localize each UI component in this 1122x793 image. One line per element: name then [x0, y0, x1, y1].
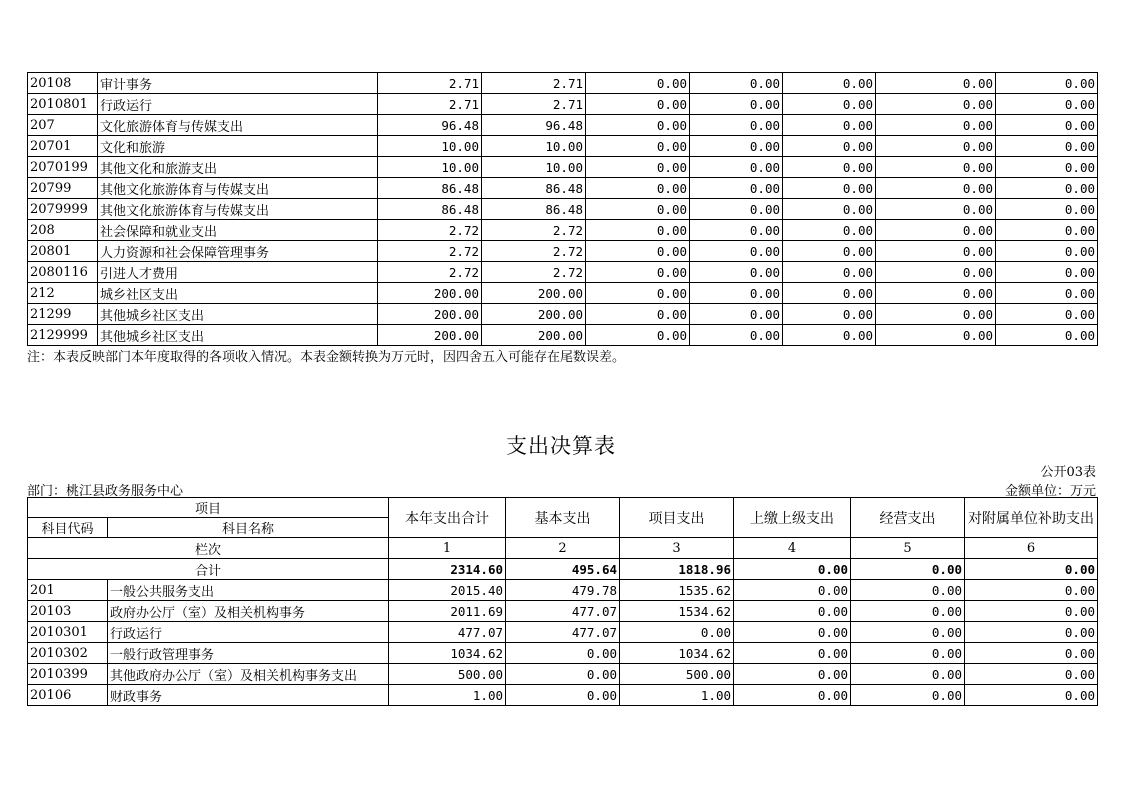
amount-cell: 0.00: [690, 283, 783, 304]
subject-code: 2010399: [28, 664, 108, 685]
table-row: [28, 115, 1098, 136]
amount-cell: 0.00: [690, 262, 783, 283]
amount-cell: 0.00: [996, 115, 1098, 136]
amount-cell: 0.00: [876, 199, 996, 220]
subject-name: 其他文化和旅游支出: [98, 157, 378, 178]
amount-cell: 0.00: [620, 622, 734, 643]
col-num: 6: [965, 538, 1098, 559]
subject-code: 2129999: [28, 325, 98, 346]
amount-cell: 0.00: [783, 262, 876, 283]
income-table: [27, 72, 1098, 346]
form-code: 公开03表: [1040, 465, 1096, 480]
amount-cell: 0.00: [783, 73, 876, 94]
amount-cell: 0.00: [586, 157, 690, 178]
subject-code: 21299: [28, 304, 98, 325]
amount-cell: 0.00: [783, 157, 876, 178]
header-col-1: 本年支出合计: [389, 498, 506, 538]
expenditure-table: [27, 497, 1098, 706]
subject-name: 行政运行: [108, 622, 389, 643]
unit-label: 金额单位：万元: [1004, 484, 1096, 499]
amount-cell: 0.00: [965, 664, 1098, 685]
amount-cell: 0.00: [965, 580, 1098, 601]
subject-name: 社会保障和就业支出: [98, 220, 378, 241]
amount-cell: 0.00: [506, 643, 620, 664]
subject-code: 2010302: [28, 643, 108, 664]
header-row-1: [28, 498, 1098, 518]
amount-cell: 0.00: [996, 157, 1098, 178]
table-row: [28, 178, 1098, 199]
header-col-5: 经营支出: [851, 498, 965, 538]
subject-code: 208: [28, 220, 98, 241]
amount-cell: 0.00: [586, 73, 690, 94]
total-row: [28, 559, 1098, 580]
total-value: 495.64: [506, 559, 620, 580]
amount-cell: 0.00: [851, 643, 965, 664]
amount-cell: 0.00: [783, 94, 876, 115]
table-row: [28, 664, 1098, 685]
table-row: [28, 94, 1098, 115]
amount-cell: 2015.40: [389, 580, 506, 601]
amount-cell: 500.00: [389, 664, 506, 685]
total-label: 合计: [28, 559, 389, 580]
subject-name: 其他文化旅游体育与传媒支出: [98, 199, 378, 220]
amount-cell: 0.00: [783, 241, 876, 262]
subject-name: 审计事务: [98, 73, 378, 94]
col-num: 3: [620, 538, 734, 559]
subject-code: 212: [28, 283, 98, 304]
subject-code: 20106: [28, 685, 108, 706]
amount-cell: 96.48: [378, 115, 482, 136]
header-item: 项目: [28, 498, 389, 518]
amount-cell: 0.00: [996, 94, 1098, 115]
table-row: [28, 283, 1098, 304]
amount-cell: 0.00: [690, 136, 783, 157]
amount-cell: 0.00: [734, 601, 851, 622]
amount-cell: 2011.69: [389, 601, 506, 622]
subject-code: 201: [28, 580, 108, 601]
table-row: [28, 622, 1098, 643]
table-row: [28, 580, 1098, 601]
table-row: [28, 220, 1098, 241]
subject-code: 207: [28, 115, 98, 136]
amount-cell: 0.00: [586, 115, 690, 136]
table-row: [28, 643, 1098, 664]
amount-cell: 0.00: [965, 643, 1098, 664]
header-code: 科目代码: [28, 518, 108, 538]
amount-cell: 0.00: [876, 157, 996, 178]
amount-cell: 0.00: [851, 685, 965, 706]
amount-cell: 0.00: [996, 220, 1098, 241]
amount-cell: 2.71: [482, 73, 586, 94]
amount-cell: 200.00: [482, 325, 586, 346]
amount-cell: 0.00: [996, 241, 1098, 262]
amount-cell: 10.00: [378, 136, 482, 157]
amount-cell: 477.07: [506, 601, 620, 622]
amount-cell: 0.00: [783, 325, 876, 346]
header-col-2: 基本支出: [506, 498, 620, 538]
amount-cell: 0.00: [690, 220, 783, 241]
amount-cell: 200.00: [482, 304, 586, 325]
amount-cell: 2.71: [378, 73, 482, 94]
amount-cell: 10.00: [482, 157, 586, 178]
amount-cell: 0.00: [996, 199, 1098, 220]
amount-cell: 500.00: [620, 664, 734, 685]
amount-cell: 86.48: [482, 199, 586, 220]
amount-cell: 0.00: [586, 94, 690, 115]
amount-cell: 0.00: [851, 580, 965, 601]
amount-cell: 0.00: [783, 220, 876, 241]
total-value: 1818.96: [620, 559, 734, 580]
table-row: [28, 325, 1098, 346]
column-number-row: [28, 538, 1098, 559]
amount-cell: 0.00: [996, 304, 1098, 325]
total-value: 2314.60: [389, 559, 506, 580]
header-col-3: 项目支出: [620, 498, 734, 538]
subject-name: 文化和旅游: [98, 136, 378, 157]
amount-cell: 0.00: [586, 199, 690, 220]
amount-cell: 0.00: [965, 622, 1098, 643]
col-num: 4: [734, 538, 851, 559]
col-num: 1: [389, 538, 506, 559]
amount-cell: 10.00: [482, 136, 586, 157]
expenditure-table-body: [28, 580, 1098, 706]
subject-name: 一般行政管理事务: [108, 643, 389, 664]
total-value: 0.00: [965, 559, 1098, 580]
total-value: 0.00: [851, 559, 965, 580]
subject-name: 人力资源和社会保障管理事务: [98, 241, 378, 262]
table-row: [28, 262, 1098, 283]
amount-cell: 0.00: [876, 115, 996, 136]
subject-code: 20799: [28, 178, 98, 199]
subject-code: 20108: [28, 73, 98, 94]
amount-cell: 0.00: [876, 136, 996, 157]
table-row: [28, 304, 1098, 325]
amount-cell: 0.00: [690, 94, 783, 115]
subject-code: 2010801: [28, 94, 98, 115]
amount-cell: 0.00: [996, 136, 1098, 157]
amount-cell: 2.72: [482, 262, 586, 283]
amount-cell: 0.00: [506, 685, 620, 706]
amount-cell: 0.00: [996, 283, 1098, 304]
amount-cell: 0.00: [876, 178, 996, 199]
subject-code: 2070199: [28, 157, 98, 178]
subject-name: 政府办公厅（室）及相关机构事务: [108, 601, 389, 622]
amount-cell: 0.00: [690, 178, 783, 199]
amount-cell: 2.72: [378, 262, 482, 283]
amount-cell: 0.00: [586, 241, 690, 262]
amount-cell: 1534.62: [620, 601, 734, 622]
table-row: [28, 157, 1098, 178]
amount-cell: 1034.62: [389, 643, 506, 664]
amount-cell: 1034.62: [620, 643, 734, 664]
total-value: 0.00: [734, 559, 851, 580]
table-row: [28, 241, 1098, 262]
amount-cell: 1.00: [620, 685, 734, 706]
amount-cell: 86.48: [378, 199, 482, 220]
amount-cell: 200.00: [378, 304, 482, 325]
amount-cell: 0.00: [876, 73, 996, 94]
amount-cell: 0.00: [690, 199, 783, 220]
amount-cell: 0.00: [690, 73, 783, 94]
page-title: 支出决算表: [506, 434, 616, 458]
amount-cell: 0.00: [690, 157, 783, 178]
table-row: [28, 136, 1098, 157]
amount-cell: 0.00: [586, 325, 690, 346]
subject-name: 其他城乡社区支出: [98, 304, 378, 325]
subject-name: 一般公共服务支出: [108, 580, 389, 601]
amount-cell: 477.07: [389, 622, 506, 643]
subject-name: 文化旅游体育与传媒支出: [98, 115, 378, 136]
subject-code: 2010301: [28, 622, 108, 643]
amount-cell: 0.00: [506, 664, 620, 685]
subject-code: 20701: [28, 136, 98, 157]
amount-cell: 0.00: [690, 325, 783, 346]
amount-cell: 0.00: [851, 664, 965, 685]
table-row: [28, 685, 1098, 706]
subject-code: 2079999: [28, 199, 98, 220]
amount-cell: 0.00: [876, 220, 996, 241]
amount-cell: 0.00: [783, 115, 876, 136]
amount-cell: 96.48: [482, 115, 586, 136]
table-row: [28, 199, 1098, 220]
amount-cell: 0.00: [851, 622, 965, 643]
amount-cell: 0.00: [996, 73, 1098, 94]
department-label: 部门：桃江县政务服务中心: [27, 484, 184, 499]
amount-cell: 0.00: [690, 115, 783, 136]
income-table-body: [28, 73, 1098, 346]
header-name: 科目名称: [108, 518, 389, 538]
col-num: 5: [851, 538, 965, 559]
amount-cell: 2.72: [482, 220, 586, 241]
amount-cell: 0.00: [783, 178, 876, 199]
header-col-6: 对附属单位补助支出: [965, 498, 1098, 538]
lanci-label: 栏次: [28, 538, 389, 559]
amount-cell: 0.00: [876, 304, 996, 325]
amount-cell: 0.00: [851, 601, 965, 622]
amount-cell: 0.00: [734, 643, 851, 664]
amount-cell: 0.00: [876, 94, 996, 115]
amount-cell: 0.00: [734, 580, 851, 601]
col-num: 2: [506, 538, 620, 559]
amount-cell: 0.00: [783, 199, 876, 220]
amount-cell: 0.00: [690, 241, 783, 262]
amount-cell: 0.00: [586, 283, 690, 304]
amount-cell: 0.00: [996, 262, 1098, 283]
amount-cell: 477.07: [506, 622, 620, 643]
amount-cell: 479.78: [506, 580, 620, 601]
table-row: [28, 601, 1098, 622]
subject-name: 其他政府办公厅（室）及相关机构事务支出: [108, 664, 389, 685]
amount-cell: 0.00: [996, 325, 1098, 346]
amount-cell: 0.00: [965, 685, 1098, 706]
amount-cell: 0.00: [734, 664, 851, 685]
amount-cell: 0.00: [783, 283, 876, 304]
header-col-4: 上缴上级支出: [734, 498, 851, 538]
amount-cell: 200.00: [378, 283, 482, 304]
amount-cell: 200.00: [378, 325, 482, 346]
amount-cell: 86.48: [482, 178, 586, 199]
amount-cell: 2.72: [482, 241, 586, 262]
amount-cell: 0.00: [586, 136, 690, 157]
amount-cell: 200.00: [482, 283, 586, 304]
subject-code: 20103: [28, 601, 108, 622]
amount-cell: 10.00: [378, 157, 482, 178]
amount-cell: 2.72: [378, 220, 482, 241]
amount-cell: 2.71: [378, 94, 482, 115]
subject-name: 其他城乡社区支出: [98, 325, 378, 346]
subject-name: 城乡社区支出: [98, 283, 378, 304]
amount-cell: 0.00: [876, 262, 996, 283]
amount-cell: 0.00: [586, 304, 690, 325]
amount-cell: 0.00: [783, 136, 876, 157]
table-note: 注：本表反映部门本年度取得的各项收入情况。本表金额转换为万元时，因四舍五入可能存在尾数误差。: [27, 350, 626, 365]
amount-cell: 86.48: [378, 178, 482, 199]
subject-code: 20801: [28, 241, 98, 262]
subject-name: 行政运行: [98, 94, 378, 115]
amount-cell: 1535.62: [620, 580, 734, 601]
amount-cell: 0.00: [690, 304, 783, 325]
amount-cell: 0.00: [586, 220, 690, 241]
amount-cell: 2.71: [482, 94, 586, 115]
amount-cell: 2.72: [378, 241, 482, 262]
subject-name: 其他文化旅游体育与传媒支出: [98, 178, 378, 199]
amount-cell: 0.00: [876, 325, 996, 346]
amount-cell: 0.00: [783, 304, 876, 325]
amount-cell: 0.00: [586, 178, 690, 199]
amount-cell: 0.00: [586, 262, 690, 283]
amount-cell: 1.00: [389, 685, 506, 706]
amount-cell: 0.00: [734, 685, 851, 706]
amount-cell: 0.00: [965, 601, 1098, 622]
amount-cell: 0.00: [876, 241, 996, 262]
amount-cell: 0.00: [996, 178, 1098, 199]
table-row: [28, 73, 1098, 94]
subject-name: 财政事务: [108, 685, 389, 706]
subject-name: 引进人才费用: [98, 262, 378, 283]
amount-cell: 0.00: [876, 283, 996, 304]
subject-code: 2080116: [28, 262, 98, 283]
amount-cell: 0.00: [734, 622, 851, 643]
